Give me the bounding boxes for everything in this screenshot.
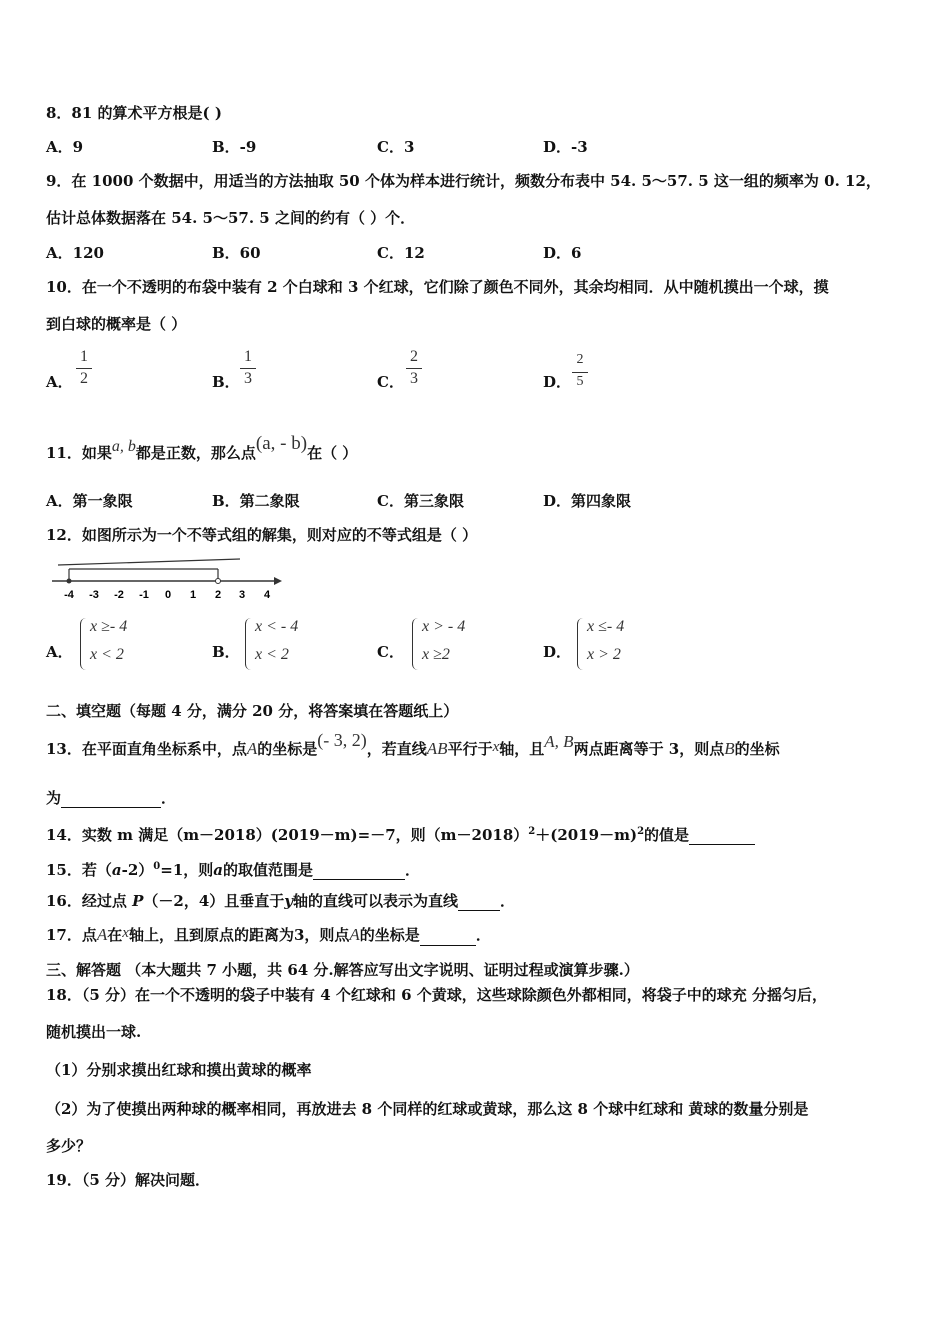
q16-t1: 16．经过点 [46, 892, 133, 910]
denominator: 5 [576, 374, 584, 389]
q16-t4: ． [500, 892, 516, 910]
q16-var-y: y [284, 892, 293, 910]
q14-t1: 14．实数 m 满足（m－2018）(2019－m)=－7，则（m－2018） [46, 826, 529, 844]
q10-option-a-fraction [76, 348, 92, 389]
system-row-1: x < - 4 [255, 618, 299, 635]
q17-var-x: x [122, 925, 129, 941]
tick-label: 0 [164, 589, 172, 601]
q11-point: (a, - b) [255, 433, 308, 454]
numerator: 2 [410, 348, 418, 365]
q10-option-b-label: B． [212, 373, 240, 391]
system-row-1: x ≥- 4 [90, 618, 128, 635]
q18-part1: （1）分别求摸出红球和摸出黄球的概率 [46, 1061, 312, 1079]
tick-label: 2 [214, 589, 222, 601]
endpoint-left [67, 579, 72, 584]
q18-line1: 18．（5 分）在一个不透明的袋子中装有 4 个红球和 6 个黄球，这些球除颜色外都相同，将袋子中的球充 分摇匀后， [46, 986, 828, 1004]
q10-option-c-fraction [406, 348, 422, 389]
denominator: 2 [80, 370, 88, 387]
q10-option-c-label: C． [377, 373, 404, 391]
q9-option-d: D．6 [543, 244, 582, 262]
q17-stem [46, 925, 491, 946]
q17-t5: ． [475, 926, 491, 944]
q12-option-c-label: C． [377, 643, 404, 661]
numerator: 1 [80, 348, 88, 365]
q16-t3: 轴的直线可以表示为直线 [292, 892, 458, 910]
system-row-2: x ≥2 [422, 646, 450, 663]
q13-t1: 13．在平面直角坐标系中，点 [46, 740, 247, 758]
number-line-figure [50, 555, 290, 605]
answer-blank[interactable] [313, 879, 405, 880]
q12-stem: 12．如图所示为一个不等式组的解集，则对应的不等式组是（ ） [46, 526, 478, 544]
numerator: 1 [244, 348, 252, 365]
q10-option-b-fraction [240, 348, 256, 389]
tick-label: -3 [89, 589, 99, 601]
q8-stem: 8．81 的算术平方根是( ) [46, 104, 222, 122]
q16-point-p: P [132, 892, 144, 910]
q13-line2-text: 为 [46, 789, 62, 807]
q8-option-b: B．-9 [212, 138, 257, 156]
q13-t2: 的坐标是 [257, 740, 318, 758]
q11-option-d: D．第四象限 [543, 492, 632, 510]
q13-var-ab: AB [426, 739, 448, 758]
denominator: 3 [410, 370, 418, 387]
section-2-heading: 二、填空题（每题 4 分，满分 20 分，将答案填在答题纸上） [46, 702, 459, 720]
tick-label: 4 [263, 589, 271, 601]
q17-var-a2: A [349, 925, 360, 944]
q9-line1: 9．在 1000 个数据中，用适当的方法抽取 50 个体为样本进行统计，频数分布表中 54. 5～57. 5 这一组的频率为 0. 12， [46, 172, 881, 190]
q12-option-d-label: D． [543, 643, 572, 661]
answer-blank[interactable] [689, 844, 755, 845]
endpoint-right [216, 579, 221, 584]
tick-label: -1 [139, 589, 149, 601]
answer-blank[interactable] [458, 910, 500, 911]
tick-label: 3 [238, 589, 246, 601]
q14-exponent-2: 2 [637, 826, 645, 837]
q11-suffix: 在（ ） [307, 444, 358, 462]
q14-t3: 的值是 [644, 826, 690, 844]
q13-t4: 平行于 [447, 740, 493, 758]
q15-var-a: a [111, 861, 122, 879]
q13-var-ab-pair: A, B [544, 732, 574, 751]
q10-line2: 到白球的概率是（ ） [46, 315, 187, 333]
q10-option-a-label: A． [46, 373, 73, 391]
q12-option-a-label: A． [46, 643, 73, 661]
q10-option-d-label: D． [543, 373, 572, 391]
q11-option-b: B．第二象限 [212, 492, 300, 510]
q15-t3: =1，则 [160, 861, 214, 879]
q13-t5: 轴，且 [499, 740, 545, 758]
q11-mid: 都是正数，那么点 [135, 444, 256, 462]
q9-option-a: A．120 [46, 244, 104, 262]
q17-t4: 的坐标是 [359, 926, 420, 944]
q18-part2-line2: 多少？ [46, 1137, 92, 1155]
solution-bracket-upper [58, 559, 240, 565]
q9-option-c: C．12 [377, 244, 425, 262]
q11-prefix: 11．如果 [46, 444, 112, 462]
q13-var-b: B [724, 739, 735, 758]
system-row-2: x < 2 [90, 646, 124, 663]
q16-stem [46, 891, 515, 911]
q10-option-d-fraction [572, 352, 588, 393]
q10-line1: 10．在一个不透明的布袋中装有 2 个白球和 3 个红球，它们除了颜色不同外，其余均相同．从中随机摸出一个球，摸 [46, 278, 829, 296]
numerator: 2 [576, 352, 584, 367]
system-row-2: x < 2 [255, 646, 289, 663]
q11-option-a: A．第一象限 [46, 492, 133, 510]
answer-blank[interactable] [420, 945, 476, 946]
q9-option-b: B．60 [212, 244, 261, 262]
q8-option-a: A．9 [46, 138, 84, 156]
q13-var-x: x [492, 739, 500, 755]
system-row-1: x ≤- 4 [587, 618, 625, 635]
q19-stem: 19．（5 分）解决问题． [46, 1171, 211, 1189]
tick-label: 1 [189, 589, 197, 601]
q15-t2: -2） [121, 861, 154, 879]
q16-t2: （－2，4）且垂直于 [143, 892, 285, 910]
q12-option-b-label: B． [212, 643, 240, 661]
q15-exponent: 0 [153, 861, 161, 872]
tick-label: -2 [114, 589, 124, 601]
q14-exponent-1: 2 [528, 826, 536, 837]
q11-stem [46, 433, 358, 464]
q14-stem [46, 822, 755, 845]
section-3-heading: 三、解答题 （本大题共 7 小题，共 64 分.解答应写出文字说明、证明过程或演算步骤.） [46, 961, 639, 979]
q13-line2: 为 ． [46, 789, 177, 807]
q15-stem [46, 857, 420, 880]
q17-var-a: A [96, 925, 108, 944]
q8-option-c: C．3 [377, 138, 415, 156]
system-row-2: x > 2 [587, 646, 621, 663]
system-row-1: x > - 4 [422, 618, 466, 635]
q18-part2-line1: （2）为了使摸出两种球的概率相同，再放进去 8 个同样的红球或黄球，那么这 8 个球中红球和 黄球的数量分别是 [46, 1100, 809, 1118]
q9-line2: 估计总体数据落在 54. 5～57. 5 之间的约有（ ）个． [46, 209, 416, 227]
q11-vars: a, b [111, 438, 136, 455]
q18-line2: 随机摸出一球. [46, 1023, 142, 1041]
q17-t2: 在 [107, 926, 123, 944]
q15-t1: 15．若（ [46, 861, 112, 879]
q15-t5: ． [405, 861, 421, 879]
q15-t4: 的取值范围是 [223, 861, 314, 879]
q17-t3: 轴上，且到原点的距离为3，则点 [128, 926, 350, 944]
q13-var-a: A [246, 739, 258, 758]
denominator: 3 [244, 370, 252, 387]
q14-t2: ＋(2019－m) [535, 826, 638, 844]
q17-t1: 17．点 [46, 926, 97, 944]
axis-arrow [274, 577, 282, 585]
tick-label: -4 [64, 589, 74, 601]
q13-t7: 的坐标 [734, 740, 780, 758]
q13-coord: (- 3, 2) [317, 730, 367, 750]
q15-var-a2: a [213, 861, 223, 879]
q8-option-d: D．-3 [543, 138, 588, 156]
answer-blank[interactable] [61, 807, 161, 808]
q13-line1 [46, 730, 780, 760]
q13-t3: ，若直线 [366, 740, 427, 758]
q13-t6: 两点距离等于 3，则点 [573, 740, 725, 758]
q11-option-c: C．第三象限 [377, 492, 464, 510]
